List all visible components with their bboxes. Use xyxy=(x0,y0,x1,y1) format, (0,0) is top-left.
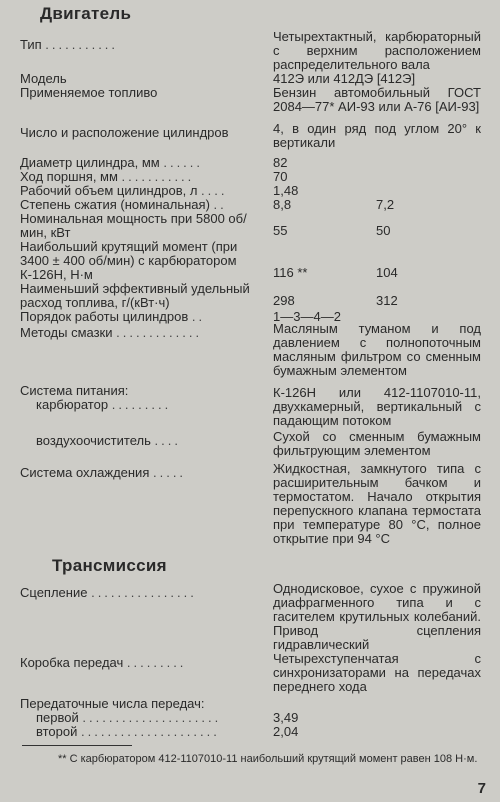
value-type: Четырехтактный, карбюраторный с верхним расположением распределительного вала xyxy=(273,29,481,72)
label-torque: Наибольший крутящий момент (при 3400 ± 400 об/мин) с карбюратором К-126Н, Н·м xyxy=(20,239,238,282)
section-title-engine: Двигатель xyxy=(40,4,132,23)
label-type: Тип ........... xyxy=(20,37,119,52)
value2-consumption: 312 xyxy=(376,293,398,308)
label-model: Модель xyxy=(20,71,67,86)
value-clutch: Однодисковое, сухое с пружиной диафрагменного типа и с гасителем крутильных колебаний. Привод сцепления гидравлический xyxy=(273,581,481,652)
footnote-divider xyxy=(22,745,132,746)
value-second-gear: 2,04 xyxy=(273,724,299,739)
value-power: 55 xyxy=(273,223,288,238)
value-carburetor: К-126Н или 412-1107010-11, двухкамерный, вертикальный с падающим потоком xyxy=(273,385,481,428)
label-lubrication: Методы смазки ............. xyxy=(20,325,203,340)
label-cylinders: Число и расположение цилиндров xyxy=(20,125,229,140)
label-bore: Диаметр цилиндра, мм ...... xyxy=(20,155,204,170)
value-fuel: Бензин автомобильный ГОСТ 2084—77* АИ-93 или А-76 [АИ-93] xyxy=(273,85,481,114)
value-air-filter: Сухой со сменным бумажным фильтрующим элементом xyxy=(273,429,481,458)
label-displacement: Рабочий объем цилиндров, л .... xyxy=(20,183,228,198)
page-number: 7 xyxy=(477,780,486,797)
label-first-gear: первой ..................... xyxy=(36,710,222,725)
label-stroke: Ход поршня, мм ........... xyxy=(20,169,195,184)
label-fuel-system: Система питания: xyxy=(20,383,129,398)
value2-compression: 7,2 xyxy=(376,197,395,212)
label-consumption: Наименьший эффективный удельный расход топлива, г/(кВт·ч) xyxy=(20,281,250,310)
value-cooling: Жидкостная, замкнутого типа с расширительным бачком и термостатом. Начало открытия перепускного клапана термостата при температуре 80 °С, полное открытие при 94 °С xyxy=(273,461,481,546)
value-firing-order: 1—3—4—2 xyxy=(273,309,341,324)
footnote: ** С карбюратором 412-1107010-11 наибольший крутящий момент равен 108 Н·м. xyxy=(58,753,478,765)
label-second-gear: второй ..................... xyxy=(36,724,220,739)
value-torque: 116 ** xyxy=(273,265,308,280)
label-power: Номинальная мощность при 5800 об/мин, кВт xyxy=(20,211,247,240)
section-title-transmission: Трансмиссия xyxy=(52,556,167,575)
value-consumption: 298 xyxy=(273,293,295,308)
label-firing-order: Порядок работы цилиндров .. xyxy=(20,309,206,324)
value-gearbox: Четырехступенчатая с синхронизаторами на передачах переднего хода xyxy=(273,651,481,694)
label-gear-ratios: Передаточные числа передач: xyxy=(20,696,205,711)
value-lubrication: Масляным туманом и под давлением с полнопоточным масляным фильтром со сменным бумажным элементом xyxy=(273,321,481,378)
value-displacement: 1,48 xyxy=(273,183,299,198)
label-compression: Степень сжатия (номинальная) .. xyxy=(20,197,227,212)
value-bore: 82 xyxy=(273,155,288,170)
label-clutch: Сцепление ................ xyxy=(20,585,197,600)
value-compression: 8,8 xyxy=(273,197,292,212)
label-gearbox: Коробка передач ......... xyxy=(20,655,187,670)
value-cylinders: 4, в один ряд под углом 20° к вертикали xyxy=(273,121,481,150)
label-cooling: Система охлаждения ..... xyxy=(20,465,187,480)
value-stroke: 70 xyxy=(273,169,288,184)
label-carburetor: карбюратор ......... xyxy=(36,397,172,412)
value2-power: 50 xyxy=(376,223,391,238)
label-air-filter: воздухоочиститель .... xyxy=(36,433,181,448)
label-fuel: Применяемое топливо xyxy=(20,85,158,100)
value2-torque: 104 xyxy=(376,265,398,280)
value-model: 412Э или 412ДЭ [412Э] xyxy=(273,71,416,86)
value-first-gear: 3,49 xyxy=(273,710,299,725)
